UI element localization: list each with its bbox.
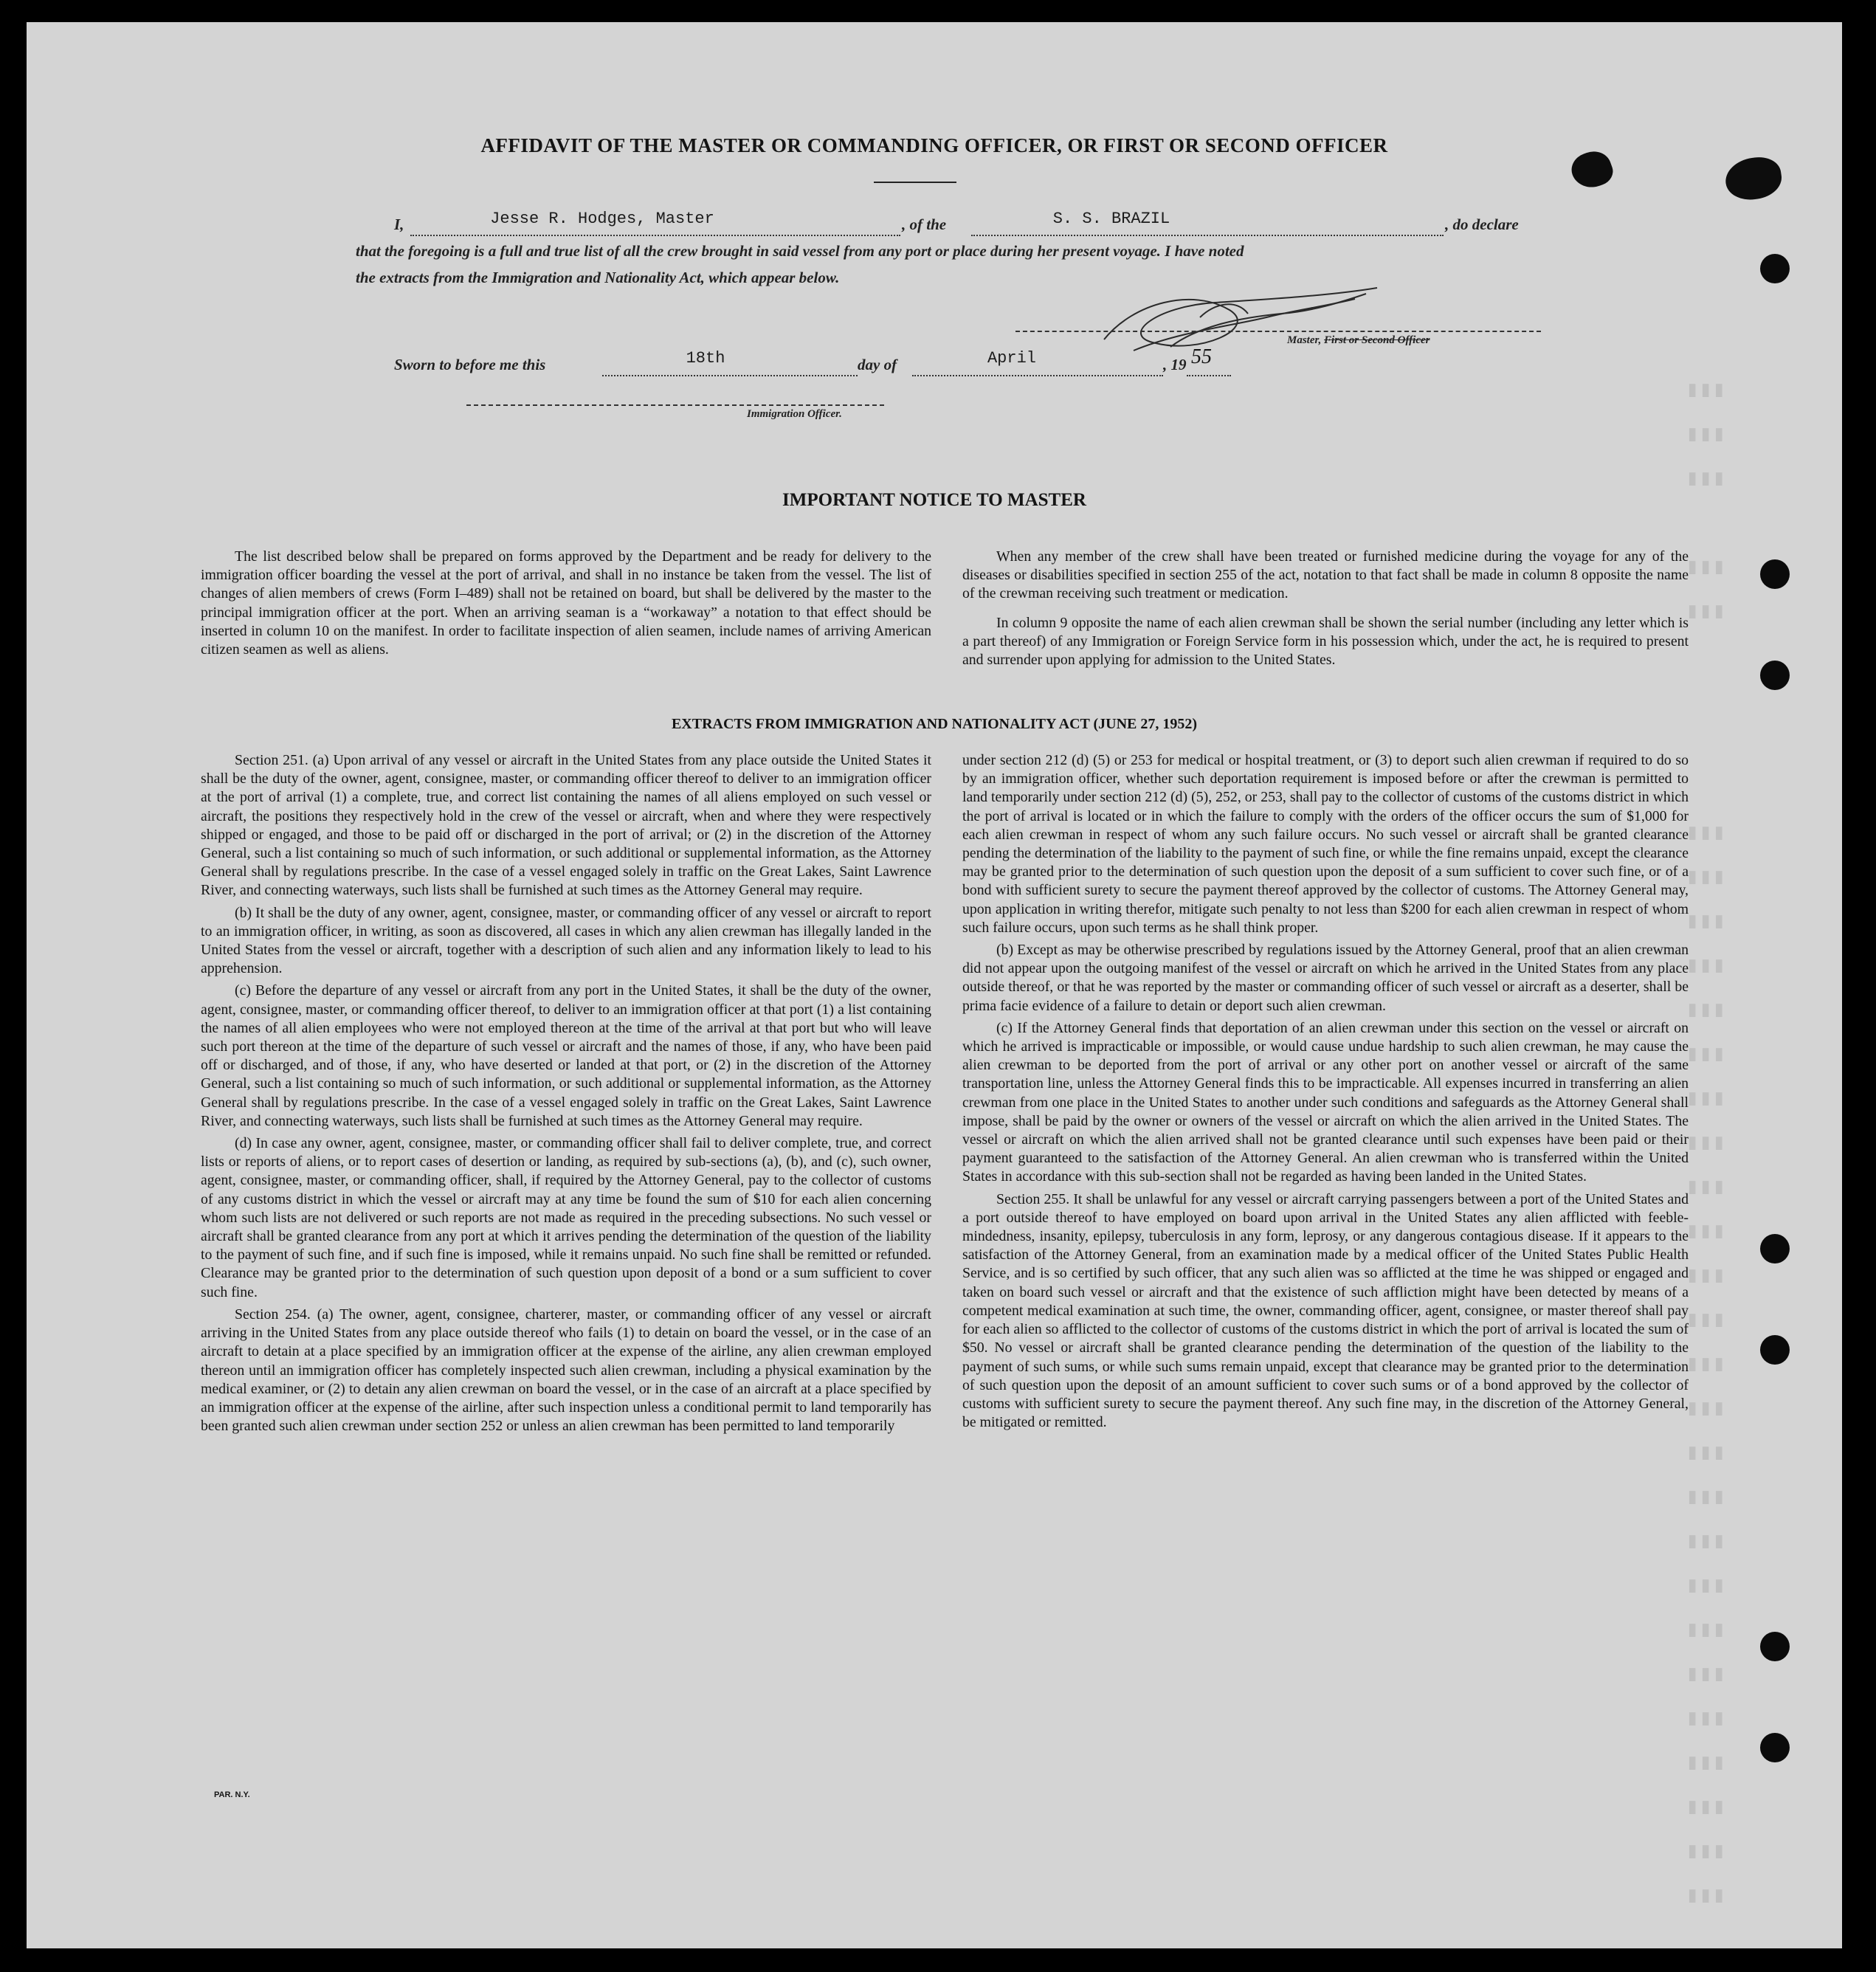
punch-hole [1760,559,1790,589]
master-name: Jesse R. Hodges, Master [490,210,714,228]
sworn-year: 55 [1191,345,1212,368]
printer-mark: PAR. N.Y. [214,1790,250,1799]
year-prefix: , 19 [1163,356,1187,373]
section-255: Section 255. It shall be unlawful for any vessel or aircraft carrying passengers between a port of the United States and a port outside thereof to have employed on board upon arrival in the United States any alien afflicted with feeble-mindedness, insanity, epilepsy, tuberculosis in any form, leprosy, or any dangerous contagious disease. If it appears to the satisfaction of the Attorney General, from an examination made by a medical officer of the United States Public Health Service, and is so certified by such officer, that any such alien was so afflicted at the time he was shipped or engaged and taken on board such vessel or aircraft and that the existence of such affliction might have been detected by means of a competent medical examination at such time, the owner, commanding officer, agent, consignee, or master thereof shall pay for each alien so afflicted to the collector of customs of the customs district in which the port of arrival is located the sum of $50. No vessel or aircraft shall be granted clearance pending the determination of the question of the liability to the payment of such sums, or while such sums remain unpaid, except that clearance may be granted prior to the determination of such question upon the deposit of an amount sufficient to cover such sums or of a bond approved by the collector of customs with sufficient surety to secure the payment thereof. Any such fine may, in the discretion of the Attorney General, be mitigated or remitted. [962,1190,1689,1431]
of-the-label: , of the [902,216,947,233]
punch-hole [1760,661,1790,690]
notice-right-paragraph-2: In column 9 opposite the name of each alien crewman shall be shown the serial number (including any letter which is a part thereof) of any Immigration or Foreign Service form in his possession which, under the act, he is required to present and surrender upon applying for admission to the United States. [962,614,1689,669]
signature-caption-struck: First or Second Officer [1324,334,1430,346]
notice-heading: IMPORTANT NOTICE TO MASTER [782,490,1086,510]
section-251-b: (b) It shall be the duty of any owner, agent, consignee, master, or commanding officer of any vessel or aircraft to report to an immigration officer, in writing, as soon as discovered, all cases in which any alien crewman has illegally landed in the United States from the vessel or aircraft, together with a description of such alien and any information likely to lead to his apprehension. [201,904,931,977]
notice-right-paragraph-1: When any member of the crew shall have been treated or furnished medicine during the voyage for any of the diseases or disabilities specified in section 255 of the act, notation to that fact shall be made in column 8 opposite the name of the crewman receiving such treatment or medication. [962,548,1689,602]
punch-hole [1760,1234,1790,1263]
punch-hole [1760,1335,1790,1365]
section-251-d: (d) In case any owner, agent, consignee, master, or commanding officer shall fail to deliver complete, true, and correct lists or reports of aliens, or to report cases of desertion or landing, as required by sub-sections (a), (b), and (c), such owner, agent, consignee, master, or commanding officer, shall, if required by the Attorney General, pay to the collector of customs of any customs district in which the vessel or aircraft may at any time be found the sum of $10 for each alien concerning whom such lists are not delivered or such reports are not made as required in the preceding subsections. No such vessel or aircraft shall be granted clearance from any port at which it arrives pending the determination of the question of the liability to the payment of such fine, and if such fine is imposed, while it remains unpaid. No such fine shall be remitted or refunded. Clearance may be granted prior to the determination of such question upon deposit of a bond or a sum sufficient to cover such fine. [201,1135,931,1300]
section-254-a-continued: under section 212 (d) (5) or 253 for medical or hospital treatment, or (3) to deport such alien crewman if required to do so by an immigration officer, whether such deportation requirement is imposed before or after the crewman is permitted to land temporarily under section 212 (d) (5), 252, or 253, shall pay to the collector of customs of the customs district in which the port of arrival is located or in which the failure to comply with the orders of the officer occurs the sum of $1,000 for each alien crewman in respect of whom any such failure occurs. No such vessel or aircraft shall be granted clearance pending the determination of the liability to the payment of such fine, or while the fine remains unpaid, except the clearance may be granted prior to the determination of such question upon the deposit of a sum sufficient to cover such fine, or of a bond with sufficient surety to secure the payment thereof approved by the collector of customs. The Attorney General may, upon application in writing therefor, mitigate such penalty to not less than $200 for each alien crewman in respect of whom such failure occurs, upon such terms as he shall think proper. [962,752,1689,936]
officer-caption: Immigration Officer. [747,408,842,420]
signature-caption-master: Master, [1287,334,1322,346]
section-254-a: Section 254. (a) The owner, agent, consignee, charterer, master, or commanding officer of any vessel or aircraft arriving in the United States from any place outside thereof who fails (1) to detain on board the vessel, or in the case of an aircraft to detain at a place specified by an immigration officer at the expense of the airline, any alien crewman employed thereon until an immigration officer has completely inspected such alien crewman, including a physical examination by the medical examiner, or (2) to detain any alien crewman on board the vessel, or in the case of an aircraft at a place specified by an immigration officer at the expense of the airline, after such inspection unless a conditional permit to land temporarily has been granted such alien crewman under section 252 or unless an alien crewman has been permitted to land temporarily [201,1306,931,1435]
day-of-label: day of [858,356,897,373]
bleed-through-marks: ▮▮▮ ▮▮▮ ▮▮▮ ▮▮▮ ▮▮▮ ▮▮▮ ▮▮▮ ▮▮▮ ▮▮▮ ▮▮▮ ▮▮▮ ▮▮▮ ▮▮▮ ▮▮▮ ▮▮▮ ▮▮▮ ▮▮▮ ▮▮▮ ▮▮▮ ▮▮▮ ▮▮▮ ▮▮▮ ▮▮▮ ▮▮▮ ▮▮▮ ▮▮▮ ▮▮▮ ▮▮▮ ▮▮▮ ▮▮▮ [1686,379,1726,1909]
section-254-b: (b) Except as may be otherwise prescribed by regulations issued by the Attorney General, proof that an alien crewman did not appear upon the outgoing manifest of the vessel or aircraft on which he arrived in the United States from any place outside thereof, or that he was reported by the master or commanding officer of such vessel or aircraft as a deserter, shall be prima facie evidence of a failure to detain or deport such alien crewman. [962,942,1689,1014]
punch-hole [1760,254,1790,283]
notice-left-column [201,548,931,663]
sworn-label: Sworn to before me this [394,356,546,373]
section-251-a: Section 251. (a) Upon arrival of any vessel or aircraft in the United States from any place outside the United States it shall be the duty of the owner, agent, consignee, master, or commanding officer thereof to deliver to an immigration officer at the port of arrival (1) a complete, true, and correct list containing the names of all aliens employed on such vessel or aircraft, the positions they respectively hold in the crew of the vessel or aircraft, when and where they were respectively shipped or engaged, and those to be paid off or discharged in the port of arrival; or (2) in the discretion of the Attorney General, such a list containing so much of such information, or such additional or supplemental information, as the Attorney General shall by regulations prescribe. In the case of a vessel engaged solely in traffic on the Great Lakes, Saint Lawrence River, and connecting waterways, such lists shall be furnished at such times as the Attorney General may require. [201,752,931,899]
section-251-c: (c) Before the departure of any vessel or aircraft from any port in the United States, it shall be the duty of the owner, agent, consignee, master, or commanding officer thereof, to deliver to an immigration officer at that port (1) a list containing the names of all alien employees who were not employed thereon at the time of the arrival at that port but who will leave such port thereon at the time of the departure of such vessel or aircraft and the names of those, if any, who have been paid off or discharged, and of those, if any, who have deserted or landed at that port, or (2) in the discretion of the Attorney General, such a list containing so much of such information, or such additional or supplemental information, as the Attorney General shall by regulations prescribe. In the case of a vessel engaged solely in traffic on the Great Lakes, Saint Lawrence River, and connecting waterways, such lists shall be furnished at such times as the Attorney General may require. [201,982,931,1129]
sworn-month: April [987,349,1036,368]
sworn-day: 18th [686,349,725,368]
extracts-right-column [962,751,1689,1435]
punch-hole [1760,1632,1790,1661]
section-254-c: (c) If the Attorney General finds that deportation of an alien crewman under this section on the vessel or aircraft on which he arrived is impracticable or impossible, or would cause undue hardship to such alien crewman, he may cause the alien crewman to be deported from the port of arrival or any other port on another vessel or aircraft of the same transportation line, unless the Attorney General finds this to be impracticable. All expenses incurred in transferring an alien crewman from one place in the United States to another under such conditions and safeguards as the Attorney General shall impose, shall be paid by the owner or owners of the vessel or aircraft on which the alien arrived in the United States. The vessel or aircraft on which the alien arrived shall not be granted clearance until such expenses have been paid or their payment guaranteed to the satisfaction of the Attorney General. An alien crewman who is transferred within the United States in accordance with this sub-section shall not be regarded as having been landed in the United States. [962,1019,1689,1185]
affidavit-title: AFFIDAVIT OF THE MASTER OR COMMANDING OFFICER, OR FIRST OR SECOND OFFICER [480,134,1388,156]
signature-line [1015,331,1541,332]
title-underline [874,182,956,183]
do-declare-label: , do declare [1445,216,1519,233]
notice-right-column [962,548,1689,673]
vessel-name: S. S. BRAZIL [1052,210,1170,228]
punch-hole [1760,1733,1790,1762]
officer-signature-line [466,404,884,406]
signature-caption [1287,334,1430,347]
extracts-heading: EXTRACTS FROM IMMIGRATION AND NATIONALITY ACT (JUNE 27, 1952) [671,716,1198,732]
declaration-line-3: the extracts from the Immigration and Nationality Act, which appear below. [356,269,840,286]
notice-left-paragraph: The list described below shall be prepared on forms approved by the Department and be ready for delivery to the immigration officer boarding the vessel at the port of arrival, and shall in no instance be taken from the vessel. The list of changes of alien members of crews (Form I–489) shall not be retained on board, but shall be delivered by the master to the principal immigration officer at the port. When an arriving seaman is a “workaway” a notation to that effect should be inserted in column 10 on the manifest. In order to facilitate inspection of alien seamen, include names of arriving American citizen seamen as well as aliens. [201,548,931,658]
punch-hole-blot [1722,154,1784,203]
declaration-line-2: that the foregoing is a full and true list of all the crew brought in said vessel from any port or place during her present voyage. I have noted [356,242,1244,260]
extracts-left-column [201,751,931,1439]
declaration-pronoun: I, [394,216,404,233]
document-page [27,22,1842,1948]
